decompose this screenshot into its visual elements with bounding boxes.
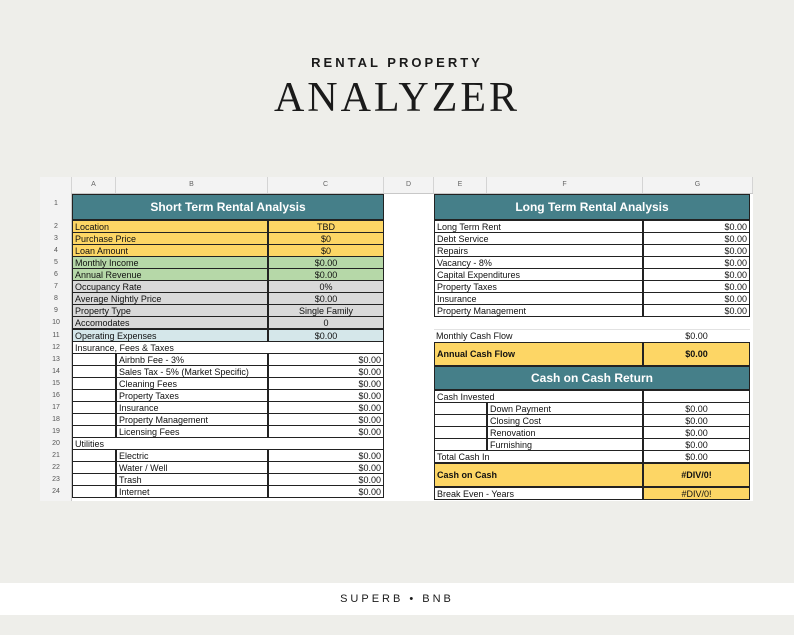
col-header-f[interactable]: F	[487, 177, 643, 193]
coc-result-label[interactable]: Cash on Cash	[434, 463, 643, 487]
st-util-label[interactable]: Trash	[116, 473, 268, 486]
short-term-title[interactable]: Short Term Rental Analysis	[72, 194, 384, 220]
coc-result-value[interactable]: #DIV/0!	[643, 463, 750, 487]
row-number[interactable]: 18	[52, 416, 60, 423]
st-label-average-nightly-price[interactable]: Average Nightly Price	[72, 292, 268, 305]
st-ins-label[interactable]: Cleaning Fees	[116, 377, 268, 390]
st-ins-value[interactable]: $0.00	[268, 389, 384, 402]
st-insurance-header[interactable]: Insurance, Fees & Taxes	[72, 341, 384, 354]
coc-item-value[interactable]: $0.00	[643, 402, 750, 415]
row-number[interactable]: 3	[54, 235, 58, 242]
lt-value[interactable]: $0.00	[643, 220, 750, 233]
row-number[interactable]: 20	[52, 440, 60, 447]
row-number[interactable]: 22	[52, 464, 60, 471]
col-header-c[interactable]: C	[268, 177, 384, 193]
row-number[interactable]: 1	[54, 200, 58, 207]
st-label-monthly-income[interactable]: Monthly Income	[72, 256, 268, 269]
row-number[interactable]: 4	[54, 247, 58, 254]
page-title: ANALYZER	[273, 75, 521, 121]
st-ins-label[interactable]: Sales Tax - 5% (Market Specific)	[116, 365, 268, 378]
st-ins-value[interactable]: $0.00	[268, 401, 384, 414]
lt-label[interactable]: Vacancy - 8%	[434, 256, 643, 269]
lt-label[interactable]: Property Management	[434, 304, 643, 317]
coc-item-value[interactable]: $0.00	[643, 414, 750, 427]
st-label-operating-expenses[interactable]: Operating Expenses	[72, 329, 268, 342]
select-all-corner[interactable]	[40, 177, 72, 193]
empty-cell[interactable]	[72, 485, 116, 498]
st-util-value[interactable]: $0.00	[268, 473, 384, 486]
lt-value[interactable]: $0.00	[643, 268, 750, 281]
row-number[interactable]: 19	[52, 428, 60, 435]
st-label-property-type[interactable]: Property Type	[72, 304, 268, 317]
st-label-annual-revenue[interactable]: Annual Revenue	[72, 268, 268, 281]
lt-label[interactable]: Insurance	[434, 292, 643, 305]
lt-monthly-cash-flow-label[interactable]: Monthly Cash Flow	[434, 329, 643, 342]
lt-label[interactable]: Repairs	[434, 244, 643, 257]
coc-item-value[interactable]: $0.00	[643, 426, 750, 439]
row-number[interactable]: 13	[52, 356, 60, 363]
row-number[interactable]: 5	[54, 259, 58, 266]
coc-item-label[interactable]: Closing Cost	[487, 414, 643, 427]
lt-label[interactable]: Capital Expenditures	[434, 268, 643, 281]
lt-value[interactable]: $0.00	[643, 304, 750, 317]
st-value-monthly-income[interactable]: $0.00	[268, 256, 384, 269]
st-label-accomodates[interactable]: Accomodates	[72, 316, 268, 329]
col-header-d[interactable]: D	[384, 177, 434, 193]
lt-value[interactable]: $0.00	[643, 256, 750, 269]
st-value-property-type[interactable]: Single Family	[268, 304, 384, 317]
row-number[interactable]: 7	[54, 283, 58, 290]
st-ins-value[interactable]: $0.00	[268, 353, 384, 366]
lt-label[interactable]: Debt Service	[434, 232, 643, 245]
st-ins-label[interactable]: Property Management	[116, 413, 268, 426]
footer-brand: SUPERB • BNB	[340, 593, 454, 605]
col-header-g[interactable]: G	[643, 177, 753, 193]
lt-label[interactable]: Property Taxes	[434, 280, 643, 293]
st-ins-value[interactable]: $0.00	[268, 365, 384, 378]
row-header-bar	[40, 193, 72, 501]
row-number[interactable]: 12	[52, 344, 60, 351]
st-util-value[interactable]: $0.00	[268, 449, 384, 462]
row-number[interactable]: 16	[52, 392, 60, 399]
row-number[interactable]: 6	[54, 271, 58, 278]
row-number[interactable]: 15	[52, 380, 60, 387]
st-ins-value[interactable]: $0.00	[268, 377, 384, 390]
subtitle: RENTAL PROPERTY	[311, 55, 483, 70]
breakeven-label[interactable]: Break Even - Years	[434, 487, 643, 500]
st-value-operating-expenses[interactable]: $0.00	[268, 329, 384, 342]
coc-item-label[interactable]: Furnishing	[487, 438, 643, 451]
lt-value[interactable]: $0.00	[643, 292, 750, 305]
row-number[interactable]: 17	[52, 404, 60, 411]
long-term-title[interactable]: Long Term Rental Analysis	[434, 194, 750, 220]
st-value-accomodates[interactable]: 0	[268, 316, 384, 329]
col-header-b[interactable]: B	[116, 177, 268, 193]
coc-title[interactable]: Cash on Cash Return	[434, 366, 750, 390]
st-value-annual-revenue[interactable]: $0.00	[268, 268, 384, 281]
row-number[interactable]: 10	[52, 319, 60, 326]
column-header-bar	[40, 177, 753, 194]
st-value-location[interactable]: TBD	[268, 220, 384, 233]
st-util-label[interactable]: Electric	[116, 449, 268, 462]
lt-annual-cash-flow-label[interactable]: Annual Cash Flow	[434, 342, 643, 366]
st-ins-value[interactable]: $0.00	[268, 413, 384, 426]
row-number[interactable]: 2	[54, 223, 58, 230]
st-util-label[interactable]: Internet	[116, 485, 268, 498]
st-ins-label[interactable]: Property Taxes	[116, 389, 268, 402]
lt-annual-cash-flow-value[interactable]: $0.00	[643, 342, 750, 366]
st-ins-value[interactable]: $0.00	[268, 425, 384, 438]
lt-value[interactable]: $0.00	[643, 232, 750, 245]
lt-label[interactable]: Long Term Rent	[434, 220, 643, 233]
spreadsheet	[40, 177, 753, 501]
breakeven-value[interactable]: #DIV/0!	[643, 487, 750, 500]
st-value-purchase-price[interactable]: $0	[268, 232, 384, 245]
row-number[interactable]: 8	[54, 295, 58, 302]
st-ins-label[interactable]: Airbnb Fee - 3%	[116, 353, 268, 366]
st-util-label[interactable]: Water / Well	[116, 461, 268, 474]
st-label-loan-amount[interactable]: Loan Amount	[72, 244, 268, 257]
lt-value[interactable]: $0.00	[643, 280, 750, 293]
st-value-occupancy-rate[interactable]: 0%	[268, 280, 384, 293]
st-utilities-header[interactable]: Utilities	[72, 437, 384, 450]
st-util-value[interactable]: $0.00	[268, 461, 384, 474]
coc-item-label[interactable]: Renovation	[487, 426, 643, 439]
st-value-loan-amount[interactable]: $0	[268, 244, 384, 257]
st-value-average-nightly-price[interactable]: $0.00	[268, 292, 384, 305]
lt-value[interactable]: $0.00	[643, 244, 750, 257]
coc-total-label[interactable]: Total Cash In	[434, 450, 643, 463]
row-number[interactable]: 9	[54, 307, 58, 314]
coc-total-value[interactable]: $0.00	[643, 450, 750, 463]
row-number[interactable]: 23	[52, 476, 60, 483]
coc-item-label[interactable]: Down Payment	[487, 402, 643, 415]
st-ins-label[interactable]: Licensing Fees	[116, 425, 268, 438]
lt-monthly-cash-flow-value[interactable]: $0.00	[643, 329, 750, 342]
row-number[interactable]: 21	[52, 452, 60, 459]
row-number[interactable]: 11	[52, 332, 60, 339]
coc-item-value[interactable]: $0.00	[643, 438, 750, 451]
st-ins-label[interactable]: Insurance	[116, 401, 268, 414]
st-label-location[interactable]: Location	[72, 220, 268, 233]
col-header-e[interactable]: E	[434, 177, 487, 193]
st-label-purchase-price[interactable]: Purchase Price	[72, 232, 268, 245]
row-number[interactable]: 24	[52, 488, 60, 495]
col-header-a[interactable]: A	[72, 177, 116, 193]
coc-invested-label[interactable]: Cash Invested	[434, 390, 643, 403]
row-number[interactable]: 14	[52, 368, 60, 375]
st-util-value[interactable]: $0.00	[268, 485, 384, 498]
st-label-occupancy-rate[interactable]: Occupancy Rate	[72, 280, 268, 293]
